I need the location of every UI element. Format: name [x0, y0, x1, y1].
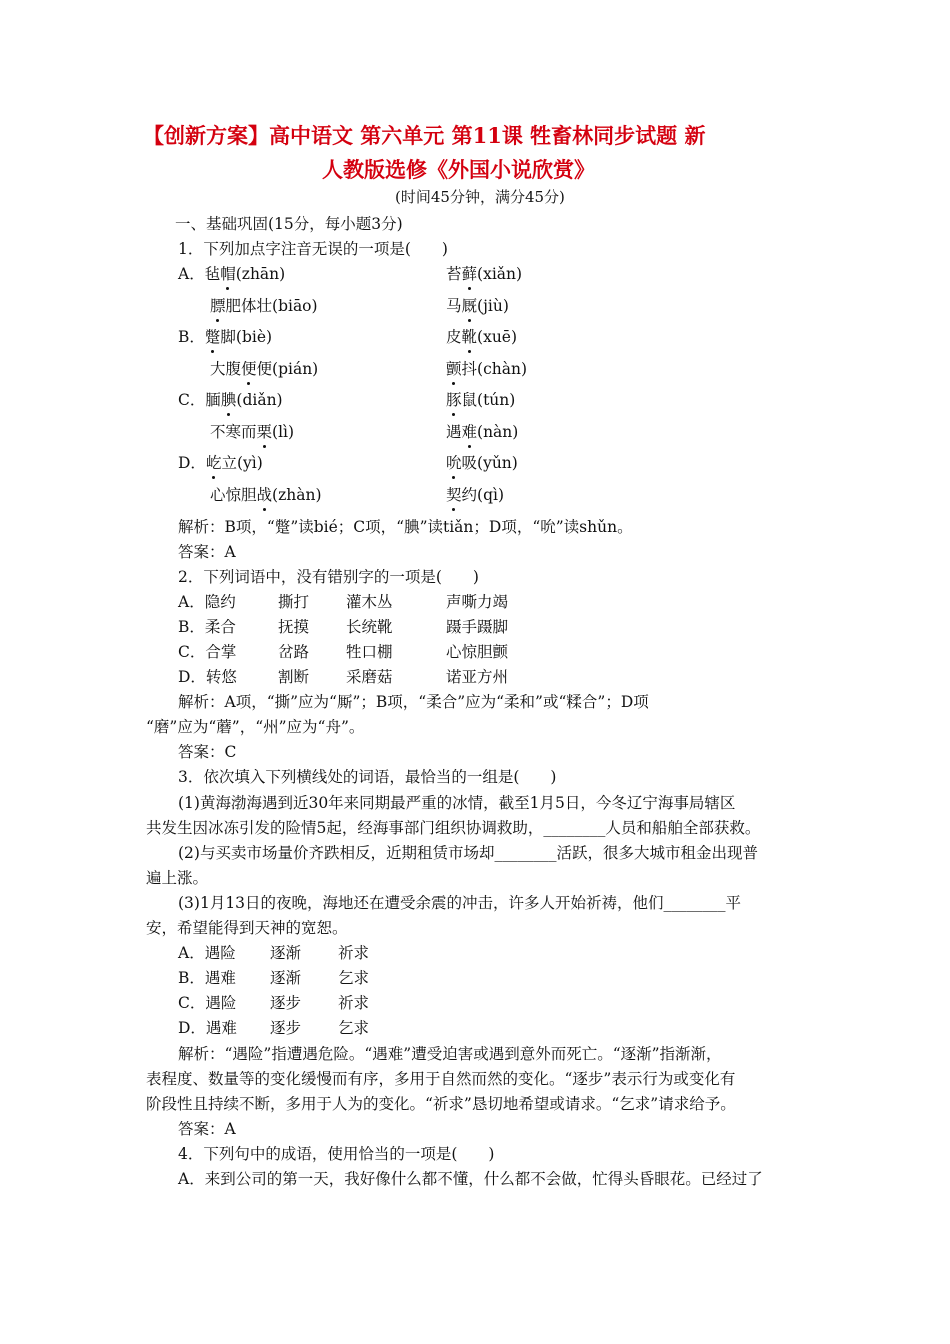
q3-sentence3-line1: (3)1月13日的夜晚，海地还在遭受余震的冲击，许多人开始祈祷，他们________平	[178, 894, 742, 912]
q2-analysis-line2: “磨”应为“蘑”，“州”应为“舟”。	[146, 718, 365, 736]
q3-sentence3-line2: 安，希望能得到天神的宽恕。	[146, 919, 348, 937]
q1-stem: 1．下列加点字注音无误的一项是( )	[178, 240, 448, 258]
q3-row-b-word3: 乞求	[338, 969, 370, 987]
q4-stem: 4．下列句中的成语，使用恰当的一项是( )	[178, 1145, 495, 1163]
q3-row-a-word2: 逐渐	[270, 944, 302, 962]
q3-row-c-word2: 逐步	[270, 994, 302, 1012]
q2-analysis-line1: 解析：A项，“撕”应为“厮”；B项，“柔合”应为“柔和”或“糅合”；D项	[178, 693, 649, 711]
q3-row-c-word1: C．遇险	[178, 994, 237, 1012]
q2-row-a-word3: 灌木丛	[346, 593, 393, 611]
q3-row-b-word1: B．遇难	[178, 969, 236, 987]
q2-row-b-word3: 长统靴	[346, 618, 393, 636]
q1-option-a-item4: 马厩(jiù)	[446, 294, 509, 318]
q2-row-a-word2: 撕打	[278, 593, 310, 611]
q1-option-c-item3: 不寒而栗(lì)	[210, 420, 294, 444]
q3-analysis-line1: 解析：“遇险”指遭遇危险。“遇难”遭受迫害或遇到意外而死亡。“逐渐”指渐渐，	[178, 1045, 722, 1063]
q2-row-c-word2: 岔路	[278, 643, 310, 661]
q3-row-a-word1: A．遇险	[178, 944, 236, 962]
q3-sentence2-line2: 遍上涨。	[146, 869, 209, 887]
q2-answer: 答案：C	[178, 743, 237, 761]
q3-row-b-word2: 逐渐	[270, 969, 302, 987]
q2-row-c-word4: 心惊胆颤	[446, 643, 509, 661]
q4-option-a: A．来到公司的第一天，我好像什么都不懂，什么都不会做，忙得头昏眼花。已经过了	[178, 1170, 763, 1188]
q2-stem: 2．下列词语中，没有错别字的一项是( )	[178, 568, 479, 586]
q1-option-d-item2: 吮吸(yǔn)	[446, 451, 518, 475]
doc-subtitle: (时间45分钟，满分45分)	[395, 188, 565, 206]
q1-answer: 答案：A	[178, 543, 236, 561]
q2-row-d-word2: 割断	[278, 668, 310, 686]
q2-row-c-word1: C．合掌	[178, 643, 237, 661]
q3-answer: 答案：A	[178, 1120, 236, 1138]
q3-sentence1-line1: (1)黄海渤海遇到近30年来同期最严重的冰情，截至1月5日，今冬辽宁海事局辖区	[178, 794, 736, 812]
q3-row-a-word3: 祈求	[338, 944, 370, 962]
q2-row-b-word1: B．柔合	[178, 618, 236, 636]
q1-option-d-item4: 契约(qì)	[446, 483, 504, 507]
q1-option-c: C．腼腆(diǎn)	[178, 388, 283, 412]
q3-sentence2-line1: (2)与买卖市场量价齐跌相反，近期租赁市场却________活跃，很多大城市租金出现普	[178, 844, 758, 862]
q2-row-d-word3: 采磨菇	[346, 668, 393, 686]
q1-option-d-item3: 心惊胆战(zhàn)	[210, 483, 322, 507]
q1-option-d: D．屹立(yì)	[178, 451, 263, 475]
q2-row-c-word3: 牲口棚	[346, 643, 393, 661]
q2-row-d-word1: D．转悠	[178, 668, 237, 686]
section-heading: 一、基础巩固(15分，每小题3分)	[175, 215, 403, 233]
q1-option-c-item2: 豚鼠(tún)	[446, 388, 515, 412]
q1-option-a-item3: 膘肥体壮(biāo)	[210, 294, 318, 318]
q1-option-a: A．毡帽(zhān)	[178, 262, 285, 286]
q3-row-d-word3: 乞求	[338, 1019, 370, 1037]
q2-row-a-word4: 声嘶力竭	[446, 593, 509, 611]
q1-analysis: 解析：B项，“蹩”读bié；C项，“腆”读tiǎn；D项，“吮”读shǔn。	[178, 518, 633, 536]
q2-row-b-word4: 蹑手蹑脚	[446, 618, 509, 636]
q3-row-d-word2: 逐步	[270, 1019, 302, 1037]
q2-row-a-word1: A．隐约	[178, 593, 236, 611]
q3-analysis-line2: 表程度、数量等的变化缓慢而有序，多用于自然而然的变化。“逐步”表示行为或变化有	[146, 1070, 736, 1088]
q2-row-d-word4: 诺亚方州	[446, 668, 509, 686]
q1-option-b-item3: 大腹便便(pián)	[210, 357, 318, 381]
q2-row-b-word2: 抚摸	[278, 618, 310, 636]
q1-option-b: B．蹩脚(biè)	[178, 325, 272, 349]
q1-option-c-item4: 遇难(nàn)	[446, 420, 518, 444]
q3-row-d-word1: D．遇难	[178, 1019, 237, 1037]
q3-row-c-word3: 祈求	[338, 994, 370, 1012]
q3-sentence1-line2: 共发生因冰冻引发的险情5起，经海事部门组织协调救助，________人员和船舶全部获救。	[146, 819, 761, 837]
q1-option-b-item2: 皮靴(xuē)	[446, 325, 517, 349]
doc-title-line1: 【创新方案】高中语文 第六单元 第11课 牲畜林同步试题 新	[143, 123, 706, 148]
q1-option-a-item2: 苔藓(xiǎn)	[446, 262, 522, 286]
q3-analysis-line3: 阶段性且持续不断，多用于人为的变化。“祈求”恳切地希望或请求。“乞求”请求给予。	[146, 1095, 736, 1113]
doc-title-line2: 人教版选修《外国小说欣赏》	[322, 157, 595, 182]
q1-option-b-item4: 颤抖(chàn)	[446, 357, 527, 381]
q3-stem: 3．依次填入下列横线处的词语，最恰当的一组是( )	[178, 768, 557, 786]
